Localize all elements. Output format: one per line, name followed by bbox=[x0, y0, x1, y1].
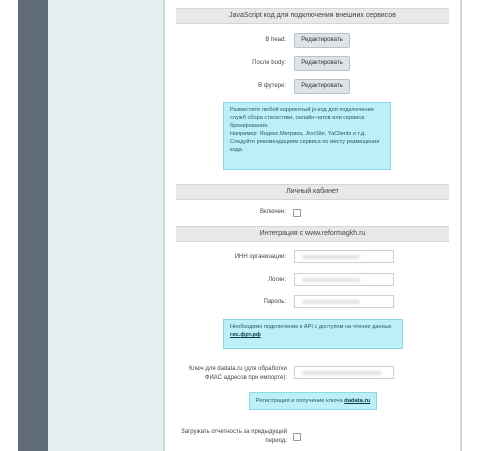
inn-label: ИНН организации: bbox=[234, 254, 286, 260]
password-value-redacted bbox=[302, 300, 360, 304]
api-info-note bbox=[223, 319, 403, 349]
settings-panel bbox=[165, 0, 460, 451]
api-note-text: Необходимо подключение к API с доступом на чтение данных bbox=[230, 324, 392, 330]
footer-label: В футере: bbox=[258, 83, 286, 89]
sidebar-light bbox=[48, 0, 163, 451]
prev-period-label: Загружать отчетность за предыдущий период: bbox=[181, 429, 287, 444]
panel-border-right bbox=[460, 0, 462, 451]
dadata-value-redacted bbox=[302, 371, 382, 375]
password-label: Пароль: bbox=[263, 299, 286, 305]
body-label: После body: bbox=[252, 60, 286, 66]
integration-section-header: Интеграция с www.reformagkh.ru bbox=[176, 226, 449, 242]
inn-input[interactable] bbox=[294, 250, 394, 263]
head-label: В head: bbox=[265, 37, 286, 43]
edit-body-button[interactable]: Редактировать bbox=[294, 56, 350, 71]
inn-value-redacted bbox=[302, 255, 360, 259]
dadata-key-input[interactable] bbox=[294, 366, 394, 379]
password-input[interactable] bbox=[294, 295, 394, 308]
login-value-redacted bbox=[302, 278, 360, 282]
cabinet-section-header: Личный кабинет bbox=[176, 184, 449, 200]
dadata-label: Ключ для dadata.ru (для обработки ФИАС адресов при импорте): bbox=[189, 366, 287, 381]
login-label: Логин: bbox=[268, 277, 286, 283]
prev-period-checkbox[interactable] bbox=[293, 433, 301, 441]
js-section-header: JavaScript код для подключения внешних сервисов bbox=[176, 8, 449, 24]
dadata-link[interactable]: dadata.ru bbox=[344, 398, 371, 404]
edit-footer-button[interactable]: Редактировать bbox=[294, 79, 350, 94]
gis-link[interactable]: гис.фрт.рф bbox=[230, 332, 261, 338]
cabinet-enabled-label: Включен: bbox=[259, 209, 286, 215]
sidebar-dark bbox=[18, 0, 48, 451]
dadata-register-text: Регистрация и получение ключа bbox=[255, 398, 345, 404]
edit-head-button[interactable]: Редактировать bbox=[294, 33, 350, 48]
dadata-register-box bbox=[249, 392, 377, 410]
login-input[interactable] bbox=[294, 273, 394, 286]
cabinet-enabled-checkbox[interactable] bbox=[293, 209, 301, 217]
js-info-note: Разместите любой корректный js-код для подключения служб сбора статистики, онлайн-чатов или сервиса бронирования. Например: Яндекс.Метрика, JivoSite, YaClients и т.д. Следуйте рекомендациям сервиса по месту размещения кода. bbox=[223, 102, 391, 170]
